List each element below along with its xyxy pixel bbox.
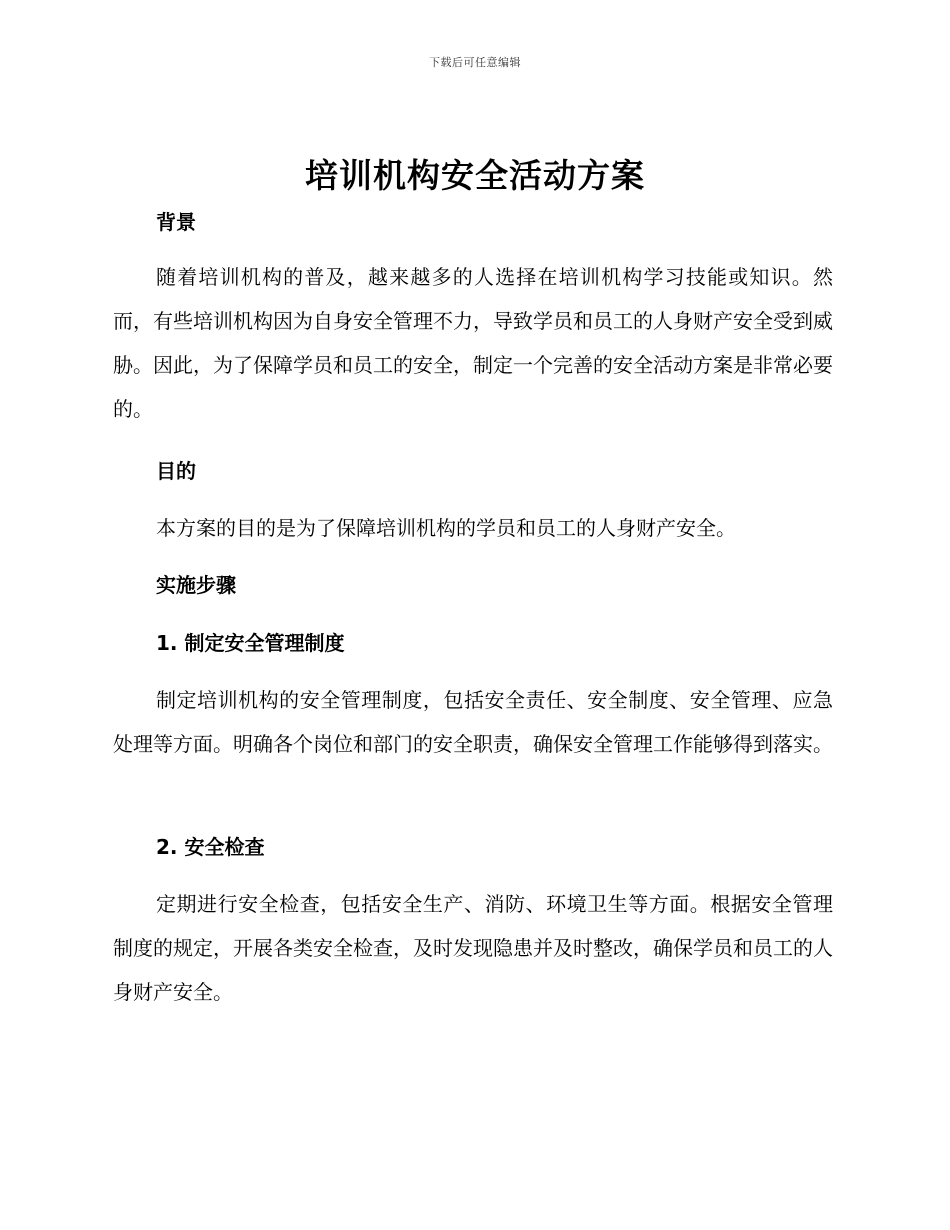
heading-purpose: 目的 (156, 459, 196, 483)
heading-steps: 实施步骤 (156, 573, 236, 597)
heading-background: 背景 (156, 210, 196, 234)
header-note: 下载后可任意编辑 (429, 56, 521, 69)
paragraph-step-1: 制定培训机构的安全管理制度，包括安全责任、安全制度、安全管理、应急处理等方面。明确各个岗位和部门的安全职责，确保安全管理工作能够得到落实。 (113, 688, 833, 756)
heading-step-2: 2. 安全检查 (156, 835, 265, 859)
paragraph-background: 随着培训机构的普及，越来越多的人选择在培训机构学习技能或知识。然而，有些培训机构因为自身安全管理不力，导致学员和员工的人身财产安全受到威胁。因此，为了保障学员和员工的安全，制定一个完善的安全活动方案是非常必要的。 (113, 265, 833, 421)
paragraph-step-2: 定期进行安全检查，包括安全生产、消防、环境卫生等方面。根据安全管理制度的规定，开展各类安全检查，及时发现隐患并及时整改，确保学员和员工的人身财产安全。 (113, 892, 833, 1004)
document-title: 培训机构安全活动方案 (305, 156, 645, 195)
heading-step-1: 1. 制定安全管理制度 (156, 631, 345, 655)
paragraph-purpose: 本方案的目的是为了保障培训机构的学员和员工的人身财产安全。 (156, 516, 736, 540)
